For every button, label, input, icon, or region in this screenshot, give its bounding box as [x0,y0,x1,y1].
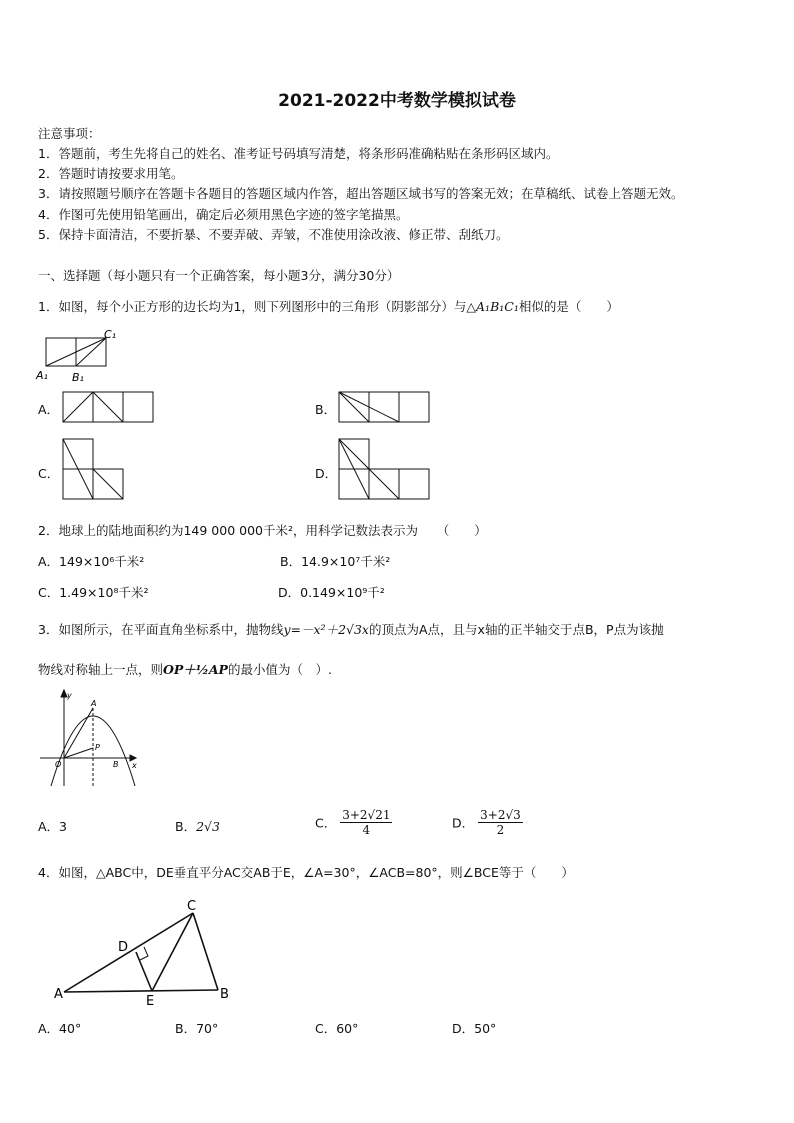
label-a1: A₁ [36,369,48,382]
fig-label-a: A [54,987,63,1002]
q3-option-d-fraction [478,808,523,837]
question-3-text-d: 的最小值为（ ）. [227,662,332,677]
section-heading: 一、选择题（每小题只有一个正确答案，每小题3分，满分30分） [38,268,400,283]
q3-option-b-value: 2√3 [196,819,220,834]
notice-item-4: 4．作图可先使用铅笔画出，确定后必须用黑色字迹的签字笔描黑。 [38,207,409,222]
label-b1: B₁ [72,371,84,384]
q4-option-c[interactable]: C．60° [315,1021,359,1036]
q1-option-b-label[interactable]: B． [315,402,337,417]
question-1 [38,297,619,315]
fig-label-b: B [220,987,229,1002]
fig-label-c: C [187,899,197,914]
question-3-expression: OP＋½AP [163,662,228,677]
question-3-graph [36,686,146,790]
q2-option-d[interactable]: D．0.149×10⁹千² [278,585,385,600]
notice-item-3: 3．请按照题号顺序在答题卡各题目的答题区域内作答，超出答题区域书写的答案无效；在草稿纸、试卷上答题无效。 [38,186,684,201]
question-1-reference-figure [34,326,124,386]
graph-label-a: A [91,699,97,708]
fig-label-e: E [146,994,155,1008]
notice-item-5: 5．保持卡面清洁，不要折暴、不要弄破、弄皱，不准使用涂改液、修正带、刮纸刀。 [38,227,509,242]
q1-option-d-label[interactable]: D． [315,466,338,481]
q3-option-d-label: D． [452,815,475,831]
q1-option-c-figure [62,438,124,500]
question-4-triangle-figure [50,898,240,1008]
question-2: 2．地球上的陆地面积约为149 000 000千米²，用科学记数法表示为 （ ） [38,523,487,538]
q3-option-c-denominator: 4 [362,823,371,837]
question-3-text-b: 的顶点为A点，且与x轴的正半轴交于点B，P点为该抛 [369,622,664,637]
q3-option-d[interactable] [452,808,523,837]
graph-label-p: P [95,743,100,752]
q3-option-d-denominator: 2 [496,823,505,837]
q3-option-c-label: C． [315,815,337,831]
question-3-line-2 [38,660,332,678]
graph-label-x: x [132,761,137,770]
question-3-text-a: 3．如图所示，在平面直角坐标系中，抛物线 [38,622,284,637]
question-1-triangle: △A₁B₁C₁ [466,299,519,314]
graph-label-y: y [67,691,72,700]
q3-option-a[interactable]: A．3 [38,819,68,834]
q3-option-c-numerator: 3+2√21 [342,808,391,822]
q1-option-a-label[interactable]: A． [38,402,60,417]
graph-label-o: O [55,760,62,769]
q2-option-b[interactable]: B．14.9×10⁷千米² [280,554,391,569]
q1-option-c-label[interactable]: C． [38,466,60,481]
q1-option-a-figure [62,391,154,423]
q4-option-d[interactable]: D．50° [452,1021,497,1036]
question-1-text: 1．如图，每个小正方形的边长均为1，则下列图形中的三角形（阴影部分）与 [38,299,467,314]
question-3-text-c: 物线对称轴上一点，则 [38,662,164,677]
q2-option-c[interactable]: C．1.49×10⁸千米² [38,585,149,600]
notice-item-2: 2．答题时请按要求用笔。 [38,166,184,181]
q3-option-b-label: B． [175,819,197,834]
q1-option-b-figure [338,391,430,423]
q4-option-b[interactable]: B．70° [175,1021,219,1036]
question-3-line-1 [38,620,664,638]
question-1-tail: 相似的是（ ） [518,299,619,314]
q3-option-c[interactable] [315,808,392,837]
fig-label-d: D [118,940,129,955]
q3-option-d-numerator: 3+2√3 [480,808,521,822]
page-title: 2021-2022中考数学模拟试卷 [278,91,516,111]
notice-heading: 注意事项： [38,126,101,141]
question-3-equation: y=－x²＋2√3x [283,622,369,637]
question-4: 4．如图，△ABC中，DE垂直平分AC交AB于E，∠A=30°，∠ACB=80°，则∠BCE等于（ ） [38,865,574,880]
q3-option-c-fraction [340,808,392,837]
label-c1: C₁ [104,328,117,341]
q3-option-b[interactable] [175,817,220,835]
graph-label-b: B [113,760,119,769]
q2-option-a[interactable]: A．149×10⁶千米² [38,554,145,569]
q4-option-a[interactable]: A．40° [38,1021,82,1036]
notice-item-1: 1．答题前，考生先将自己的姓名、准考证号码填写清楚，将条形码准确粘贴在条形码区域内。 [38,146,559,161]
q1-option-d-figure [338,438,430,500]
